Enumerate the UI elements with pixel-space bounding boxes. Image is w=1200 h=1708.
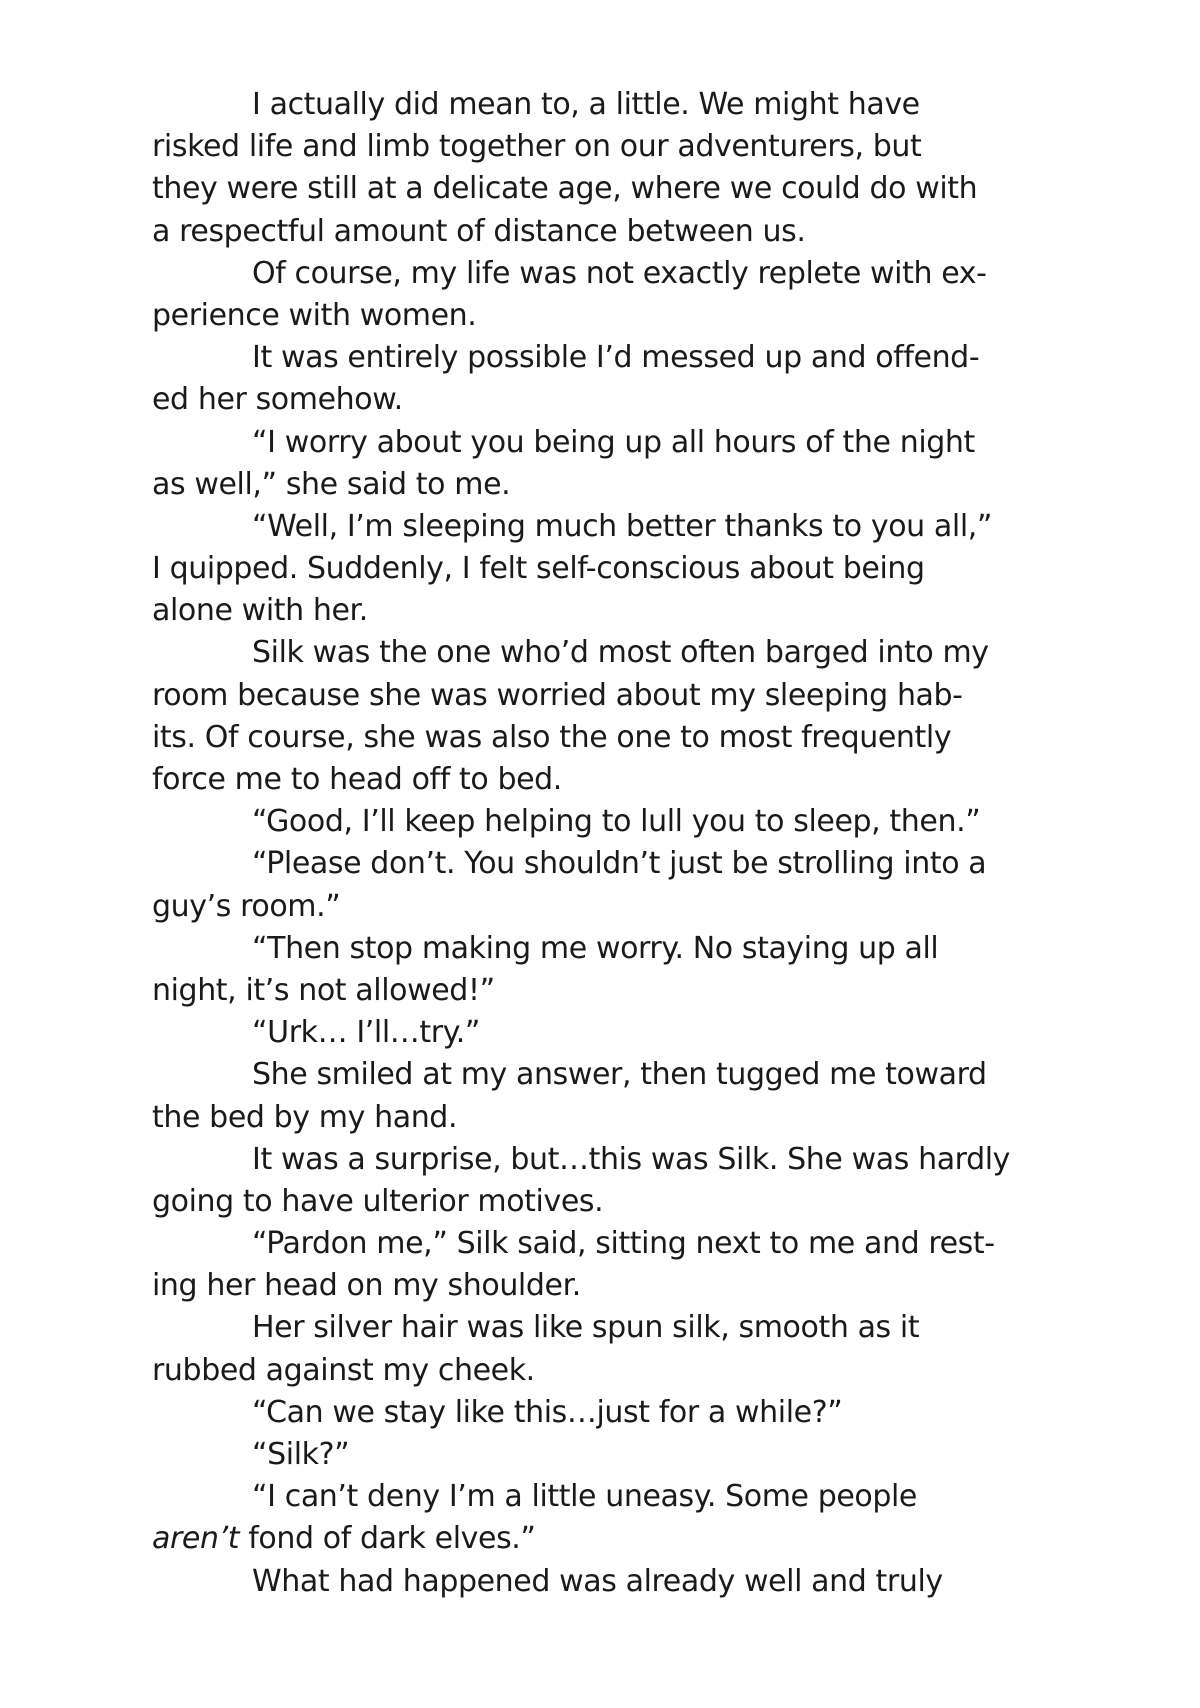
text-line: “I worry about you being up all hours of the night bbox=[252, 424, 975, 460]
text-line: going to have ulterior motives. bbox=[152, 1183, 604, 1219]
text-line: “I can’t deny I’m a little uneasy. Some people bbox=[252, 1479, 917, 1515]
emphasis-text: aren’t bbox=[152, 1521, 240, 1557]
body-text bbox=[152, 84, 1052, 1603]
text-line: I actually did mean to, a little. We might have bbox=[252, 87, 920, 122]
text-line: they were still at a delicate age, where we could do with bbox=[152, 171, 978, 207]
text-line: I quipped. Suddenly, I felt self-conscious about being bbox=[152, 551, 925, 587]
text-line: “Urk… I’ll…try.” bbox=[252, 1015, 481, 1051]
text-line: “Good, I’ll keep helping to lull you to sleep, then.” bbox=[252, 804, 981, 840]
text-line: ing her head on my shoulder. bbox=[152, 1268, 581, 1304]
text-line: Silk was the one who’d most often barged into my bbox=[252, 635, 989, 671]
text-line: “Well, I’m sleeping much better thanks to you all,” bbox=[252, 508, 993, 544]
text-line: She smiled at my answer, then tugged me toward bbox=[252, 1057, 987, 1093]
text-line: Her silver hair was like spun silk, smooth as it bbox=[252, 1310, 920, 1346]
text-line: “Then stop making me worry. No staying up all bbox=[252, 930, 939, 966]
text-line: as well,” she said to me. bbox=[152, 466, 511, 502]
text-line: room because she was worried about my sleeping hab- bbox=[152, 677, 963, 713]
text-line: It was entirely possible I’d messed up and offend- bbox=[252, 340, 980, 376]
text-line: night, it’s not allowed!” bbox=[152, 972, 495, 1008]
text-line: alone with her. bbox=[152, 593, 368, 629]
text-line: guy’s room.” bbox=[152, 888, 341, 924]
text-line: force me to head off to bed. bbox=[152, 762, 562, 797]
text-line: “Silk?” bbox=[252, 1437, 350, 1472]
text-line bbox=[152, 1518, 1052, 1560]
text-line: a respectful amount of distance between us. bbox=[152, 213, 806, 249]
text-line: rubbed against my cheek. bbox=[152, 1352, 535, 1388]
text-line: ed her somehow. bbox=[152, 382, 403, 418]
text-line: its. Of course, she was also the one to most frequently bbox=[152, 719, 952, 755]
line-rest-text: fond of dark elves.” bbox=[239, 1521, 536, 1557]
text-line: the bed by my hand. bbox=[152, 1099, 458, 1135]
text-line: It was a surprise, but…this was Silk. She was hardly bbox=[252, 1141, 1011, 1177]
text-line: risked life and limb together on our adventurers, but bbox=[152, 129, 922, 165]
text-line: “Can we stay like this…just for a while?” bbox=[252, 1394, 843, 1430]
text-line: What had happened was already well and truly bbox=[252, 1563, 943, 1599]
text-line: perience with women. bbox=[152, 297, 477, 333]
text-line: “Please don’t. You shouldn’t just be strolling into a bbox=[252, 846, 987, 882]
text-line: Of course, my life was not exactly replete with ex- bbox=[252, 255, 987, 291]
text-line: “Pardon me,” Silk said, sitting next to me and rest- bbox=[252, 1226, 995, 1262]
